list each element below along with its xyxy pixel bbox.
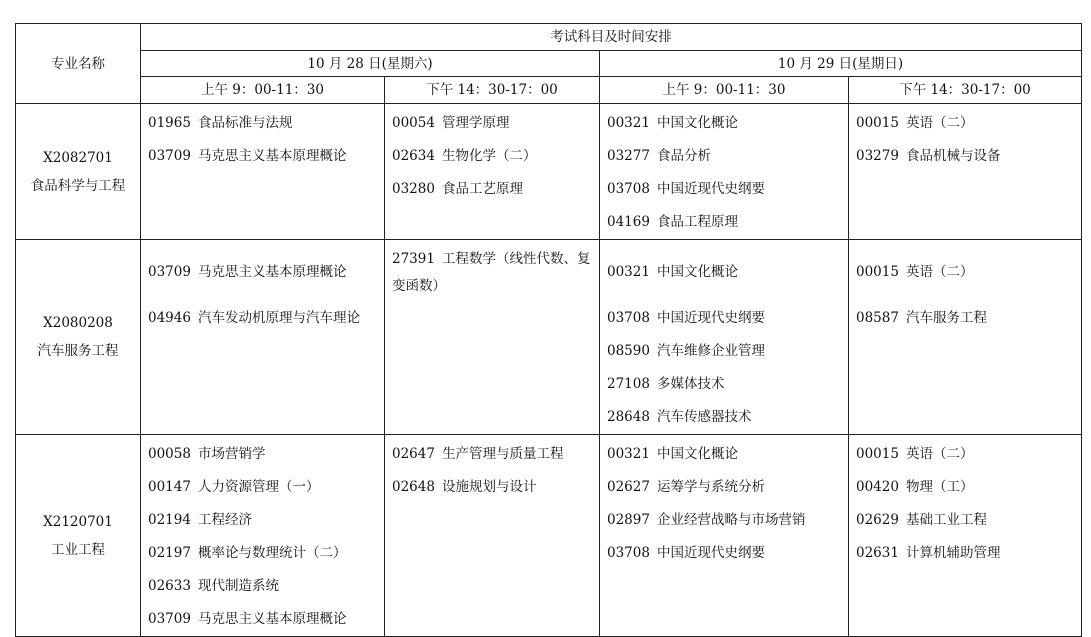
course-item [607,256,848,289]
course-name: 马克思主义基本原理概论 [197,148,347,164]
course-name: 食品机械与设备 [905,148,1001,164]
course-item [392,140,599,173]
course-code: 28648 [607,409,650,425]
course-name: 英语（二） [905,115,974,131]
course-item [607,140,848,173]
course-name: 汽车传感器技术 [656,409,752,425]
schedule-header: 考试科目及时间安排 [141,24,1082,51]
course-item [392,107,599,140]
major-code: X2082701 [43,149,113,166]
course-name: 市场营销学 [197,446,266,462]
slot-cell [385,240,600,435]
course-item [607,173,848,206]
course-name: 汽车发动机原理与汽车理论 [197,310,360,326]
exam-schedule-table [15,23,1082,637]
course-name: 人力资源管理（一） [197,479,320,495]
course-name: 生产管理与质量工程 [441,446,564,462]
course-item [607,401,848,434]
course-code: 02627 [607,479,650,495]
course-code: 03708 [607,545,650,561]
major-code: X2120701 [43,513,113,530]
course-item [607,438,848,471]
major-row-food-science [16,104,1082,240]
major-row-automotive-service [16,240,1082,435]
major-cell [16,104,141,240]
course-name: 计算机辅助管理 [905,545,1001,561]
course-name: 中国近现代史纲要 [656,181,765,197]
course-code: 03279 [856,148,899,164]
course-item [148,302,384,335]
course-item [607,107,848,140]
course-code: 04169 [607,214,650,230]
course-name: 工程数学（线性代数、复变函数） [392,251,591,294]
major-code: X2080208 [43,315,113,331]
major-cell [16,435,141,637]
course-name: 汽车服务工程 [905,310,987,326]
slot-cell [849,240,1082,435]
course-name: 中国近现代史纲要 [656,310,765,326]
course-item [148,256,384,289]
slot-cell [385,104,600,240]
course-code: 08587 [856,310,899,326]
course-name: 英语（二） [905,446,974,462]
course-code: 03280 [392,181,435,197]
course-item [856,537,1081,570]
course-name: 工程经济 [197,512,252,528]
course-code: 02194 [148,512,191,528]
course-name: 生物化学（二） [441,148,537,164]
slot-cell [141,240,385,435]
course-code: 27108 [607,376,650,392]
slot-cell [600,104,849,240]
course-name: 基础工业工程 [905,512,987,528]
course-item [148,537,384,570]
course-item [607,206,848,239]
course-code: 02629 [856,512,899,528]
course-code: 00015 [856,446,899,462]
course-item [607,471,848,504]
slot-cell [141,435,385,637]
course-code: 02631 [856,545,899,561]
course-name: 马克思主义基本原理概论 [197,264,347,280]
course-code: 00321 [607,446,650,462]
course-code: 08590 [607,343,650,359]
course-item [148,107,384,140]
course-code: 02648 [392,479,435,495]
course-item [148,471,384,504]
course-code: 03709 [148,148,191,164]
course-item [148,570,384,603]
course-name: 概率论与数理统计（二） [197,545,347,561]
course-item [607,302,848,335]
course-item [148,140,384,173]
slot-header-sat-am: 上午 9：00-11：30 [141,77,385,104]
course-item [392,243,599,300]
course-code: 02897 [607,512,650,528]
major-name: 工业工程 [51,541,105,558]
course-item [856,140,1081,173]
course-code: 03709 [148,264,191,280]
course-code: 03709 [148,611,191,627]
slot-cell [141,104,385,240]
slot-cell [849,435,1082,637]
course-item [148,438,384,471]
day-header-oct28: 10 月 28 日(星期六) [141,51,600,77]
slot-cell [600,435,849,637]
course-code: 00015 [856,115,899,131]
course-item [856,504,1081,537]
course-item [607,537,848,570]
course-name: 现代制造系统 [197,578,279,594]
course-item [148,504,384,537]
major-name-header: 专业名称 [16,24,141,104]
course-name: 食品标准与法规 [197,115,293,131]
course-code: 00054 [392,115,435,131]
course-name: 中国文化概论 [656,264,738,280]
course-name: 英语（二） [905,264,974,280]
course-name: 食品分析 [656,148,711,164]
course-item [856,107,1081,140]
course-code: 00058 [148,446,191,462]
course-name: 食品工程原理 [656,214,738,230]
course-item [607,335,848,368]
course-item [856,438,1081,471]
course-item [607,504,848,537]
course-item [392,173,599,206]
slot-cell [600,240,849,435]
slot-cell [849,104,1082,240]
course-name: 中国近现代史纲要 [656,545,765,561]
course-name: 运筹学与系统分析 [656,479,765,495]
major-cell [16,240,141,435]
slot-header-sun-pm: 下午 14：30-17：00 [849,77,1082,104]
course-item [607,368,848,401]
course-code: 27391 [392,251,435,267]
slot-header-sat-pm: 下午 14：30-17：00 [385,77,600,104]
major-row-industrial-engineering [16,435,1082,637]
course-item [392,438,599,471]
course-name: 物理（工） [905,479,974,495]
course-name: 设施规划与设计 [441,479,537,495]
course-code: 02634 [392,148,435,164]
course-code: 02197 [148,545,191,561]
course-code: 00147 [148,479,191,495]
course-name: 马克思主义基本原理概论 [197,611,347,627]
major-name: 汽车服务工程 [37,343,119,359]
course-code: 00321 [607,264,650,280]
course-code: 00321 [607,115,650,131]
course-code: 03277 [607,148,650,164]
course-name: 多媒体技术 [656,376,725,392]
course-name: 汽车维修企业管理 [656,343,765,359]
course-name: 中国文化概论 [656,446,738,462]
course-name: 中国文化概论 [656,115,738,131]
course-code: 03708 [607,181,650,197]
course-code: 00420 [856,479,899,495]
slot-cell [385,435,600,637]
course-item [856,471,1081,504]
course-item [148,603,384,636]
course-name: 企业经营战略与市场营销 [656,512,806,528]
day-header-oct29: 10 月 29 日(星期日) [600,51,1082,77]
course-code: 03708 [607,310,650,326]
course-code: 00015 [856,264,899,280]
slot-header-sun-am: 上午 9：00-11：30 [600,77,849,104]
major-name: 食品科学与工程 [30,177,126,194]
course-item [392,471,599,504]
course-name: 食品工艺原理 [441,181,523,197]
course-name: 管理学原理 [441,115,510,131]
course-item [856,302,1081,335]
course-code: 02647 [392,446,435,462]
course-item [856,256,1081,289]
course-code: 02633 [148,578,191,594]
course-code: 01965 [148,115,191,131]
course-code: 04946 [148,310,191,326]
